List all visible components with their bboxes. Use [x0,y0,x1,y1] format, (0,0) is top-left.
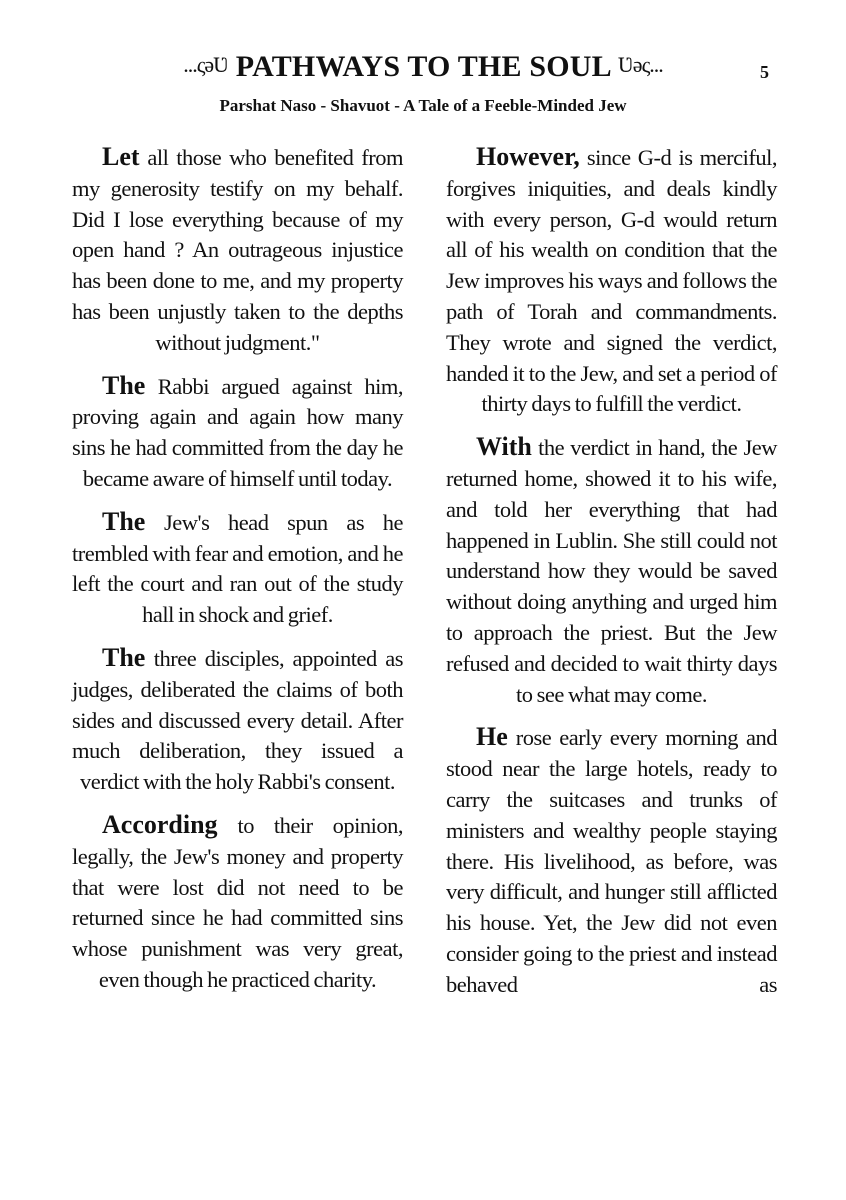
paragraph-lead-word: According [102,809,218,839]
paragraph-text: to their opinion, legally, the Jew's money and property that were lost did not need to be returned since he had committed sins whose punishment was very great, even though he practiced charity. [72,812,403,992]
paragraph-text: Rabbi argued against him, proving again and again how many sins he had committed from the day he became aware of himself until today. [72,373,403,491]
page-subtitle: Parshat Naso - Shavuot - A Tale of a Feeble-Minded Jew [219,96,627,115]
ornament-left-icon: ...ςəƲ [183,52,229,77]
paragraph-text: since G-d is merciful, forgives iniquities, and deals kindly with every person, G-d would return all of his wealth on condition that the Jew improves his ways and follows the path of Torah and commandments. They wrote and signed the verdict, handed it to the Jew, and set a period of thirty days to fulfill the verdict. [446,145,777,417]
paragraph-text: the verdict in hand, the Jew returned home, showed it to his wife, and told her everything that had happened in Lublin. She still could not understand how they would be saved without doing anything and urged him to approach the priest. But the Jew refused and decided to wait thirty days to see what may come. [446,435,777,707]
page-header-title [0,50,846,84]
ornament-right-icon: Ʋəς... [617,52,663,77]
left-column [72,142,403,1008]
paragraph-lead-word: He [476,722,508,752]
paragraph-text: Jew's head spun as he trembled with fear and emotion, and he left the court and ran out of the study hall in shock and grief. [72,509,403,628]
paragraph-lead-word: Let [102,142,140,171]
paragraph [72,643,403,798]
paragraph [72,142,403,359]
paragraph-text: rose early every morning and stood near the large hotels, ready to carry the suitcases and trunks of ministers and wealthy people staying there. His livelihood, as before, was very difficult, and hunger still afflicted his house. Yet, the Jew did not even consider going to the priest and instead behaved as [446,725,777,997]
paragraph-lead-word: However, [476,142,580,171]
paragraph [446,722,777,1000]
paragraph-lead-word: The [102,642,146,672]
right-column [446,142,777,1013]
paragraph [72,371,403,495]
paragraph-lead-word: The [102,370,146,400]
paragraph-lead-word: With [476,432,532,462]
paragraph [446,142,777,420]
paragraph [72,810,403,996]
paragraph-text: three disciples, appointed as judges, deliberated the claims of both sides and discussed every detail. After much deliberation, they issued a verdict with the holy Rabbi's consent. [72,645,403,795]
paragraph-text: all those who benefited from my generosity testify on my behalf. Did I lose everything because of my open hand ? An outrageous injustice has been done to me, and my property has been unjustly taken to the depths without judgment." [72,145,403,355]
book-title: PATHWAYS TO THE SOUL [235,50,611,83]
page-number: 5 [760,62,769,82]
paragraph [446,432,777,710]
paragraph [72,507,403,631]
paragraph-lead-word: The [102,506,146,536]
